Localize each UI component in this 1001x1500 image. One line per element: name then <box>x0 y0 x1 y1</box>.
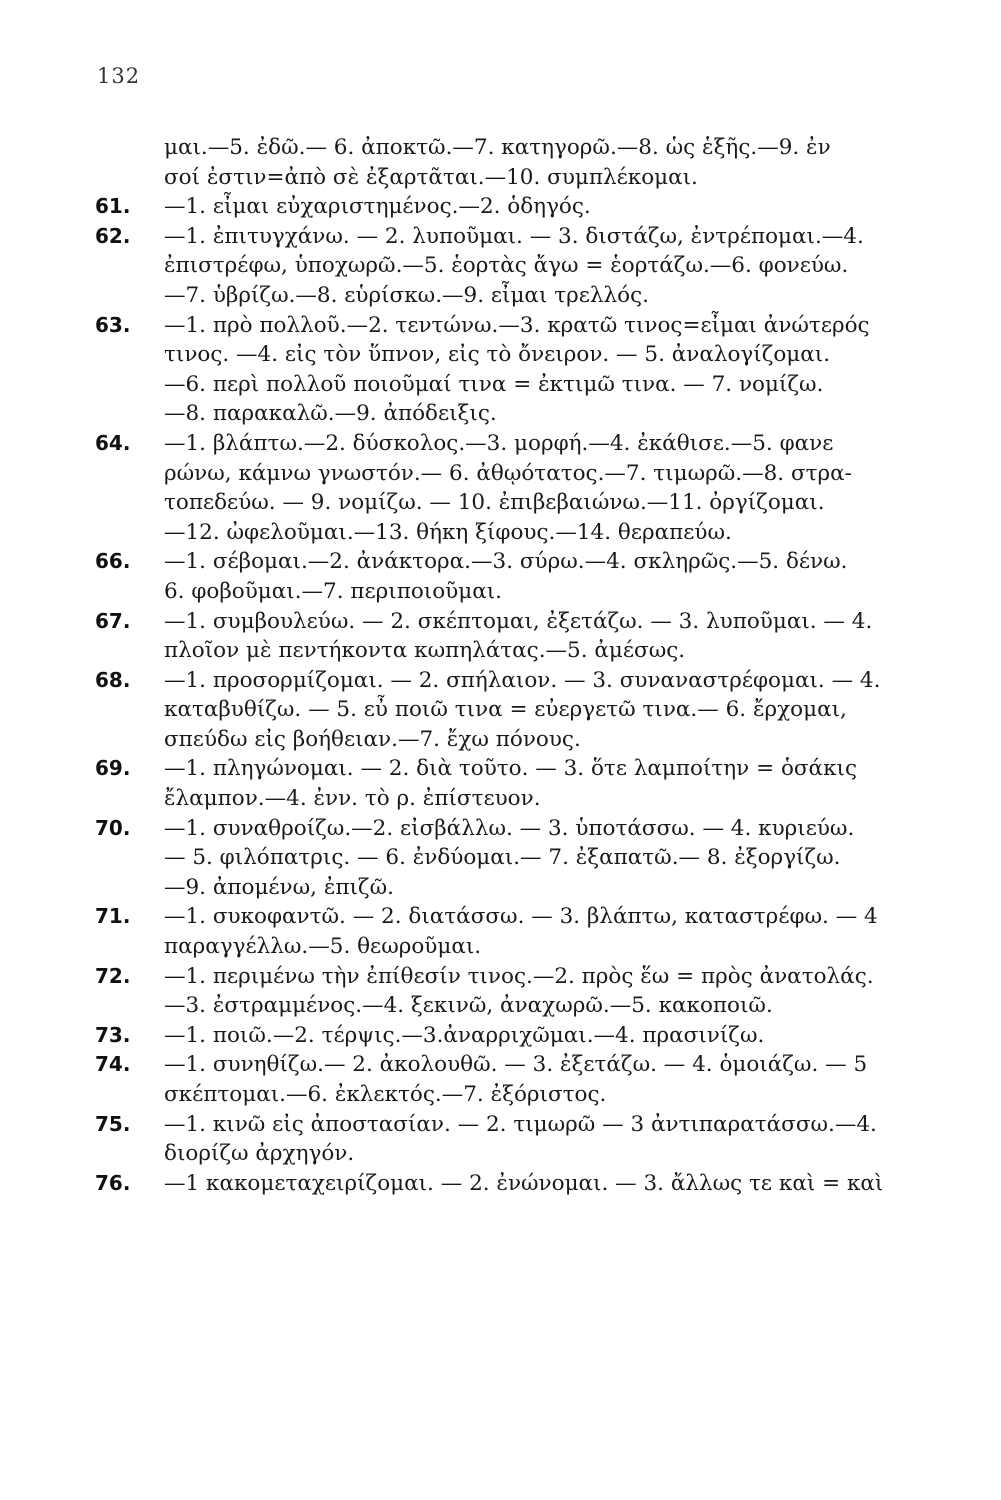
entry-number: 76. <box>95 1170 131 1195</box>
line-text: —1. συνηθίζω.— 2. ἀκολουθῶ. — 3. ἐξετάζω. — 4. ὁμοιάζω. — 5 <box>164 1052 868 1078</box>
continuation-line <box>95 843 935 873</box>
continuation-line <box>95 873 935 903</box>
continuation-line <box>95 399 935 429</box>
entry-number: 74. <box>95 1052 131 1077</box>
continuation-line <box>95 281 935 311</box>
entry-line <box>95 222 935 252</box>
line-text: —1. προσορμίζομαι. — 2. σπήλαιον. — 3. συναναστρέφομαι. — 4. <box>164 667 881 693</box>
entry-line <box>95 429 935 459</box>
entry-number: 72. <box>95 963 131 988</box>
line-text: —6. περὶ πολλοῦ ποιοῦμαί τινα = ἐκτιμῶ τινα. — 7. νομίζω. <box>164 371 824 397</box>
continuation-line <box>95 1080 935 1110</box>
entry-line <box>95 192 935 222</box>
page-number: 132 <box>97 64 141 88</box>
line-text: —8. παρακαλῶ.—9. ἀπόδειξις. <box>164 401 497 427</box>
line-text: ἐπιστρέφω, ὑποχωρῶ.—5. ἑορτὰς ἄγω = ἑορτάζω.—6. φονεύω. <box>164 253 849 279</box>
entry-number: 64. <box>95 430 131 455</box>
continuation-line <box>95 695 935 725</box>
line-text: σκέπτομαι.—6. ἐκλεκτός.—7. ἐξόριστος. <box>164 1082 607 1107</box>
line-text: —1. κινῶ εἰς ἀποστασίαν. — 2. τιμωρῶ — 3 ἀντιπαρατάσσω.—4. <box>164 1111 877 1137</box>
line-text: —1. συμβουλεύω. — 2. σκέπτομαι, ἐξετάζω. — 3. λυποῦμαι. — 4. <box>164 608 873 634</box>
entry-line <box>95 754 935 784</box>
line-text: —7. ὑβρίζω.—8. εὑρίσκω.—9. εἶμαι τρελλός. <box>164 282 649 308</box>
line-text: —12. ὠφελοῦμαι.—13. θήκη ξίφους.—14. θεραπεύω. <box>164 519 732 545</box>
line-text: ρώνω, κάμνω γνωστόν.— 6. ἀθῳότατος.—7. τιμωρῶ.—8. στρα- <box>164 460 852 486</box>
entry-line <box>95 311 935 341</box>
entry-number: 67. <box>95 608 131 633</box>
entry-number: 61. <box>95 194 131 219</box>
continuation-line <box>95 251 935 281</box>
entry-number: 68. <box>95 667 131 692</box>
entry-number: 73. <box>95 1022 131 1047</box>
entry-line <box>95 547 935 577</box>
line-text: μαι.—5. ἐδῶ.— 6. ἀποκτῶ.—7. κατηγορῶ.—8. ὡς ἑξῆς.—9. ἐν <box>164 135 831 160</box>
line-text: πλοῖον μὲ πεντήκοντα κωπηλάτας.—5. ἀμέσως. <box>164 638 686 664</box>
line-text: —1. περιμένω τὴν ἐπίθεσίν τινος.—2. πρὸς ἕω = πρὸς ἀνατολάς. <box>164 963 874 989</box>
line-text: —1. συκοφαντῶ. — 2. διατάσσω. — 3. βλάπτω, καταστρέφω. — 4 <box>164 904 878 930</box>
line-text: —3. ἐστραμμένος.—4. ξεκινῶ, ἀναχωρῶ.—5. κακοποιῶ. <box>164 993 773 1019</box>
continuation-line <box>95 784 935 814</box>
continuation-line <box>95 163 935 193</box>
entry-line <box>95 666 935 696</box>
entry-number: 63. <box>95 312 131 337</box>
entry-line <box>95 1050 935 1080</box>
entry-line <box>95 962 935 992</box>
continuation-line <box>95 370 935 400</box>
entry-line <box>95 1021 935 1051</box>
entry-line <box>95 902 935 932</box>
line-text: τινος. —4. εἰς τὸν ὕπνον, εἰς τὸ ὄνειρον. — 5. ἀναλογίζομαι. <box>164 342 831 368</box>
entry-number: 66. <box>95 549 131 574</box>
entry-number: 70. <box>95 815 131 840</box>
entry-number: 69. <box>95 756 131 781</box>
line-text: —1. πρὸ πολλοῦ.—2. τεντώνω.—3. κρατῶ τινος=εἶμαι ἀνώτερός <box>164 312 870 338</box>
entry-number: 75. <box>95 1111 131 1136</box>
line-text: —9. ἀπομένω, ἐπιζῶ. <box>164 874 394 900</box>
entry-line <box>95 607 935 637</box>
continuation-line <box>95 1139 935 1169</box>
continuation-line <box>95 459 935 489</box>
entry-number: 71. <box>95 904 131 929</box>
line-text: σπεύδω εἰς βοήθειαν.—7. ἔχω πόνους. <box>164 726 581 752</box>
entry-number: 62. <box>95 223 131 248</box>
line-text: —1 κακομεταχειρίζομαι. — 2. ἐνώνομαι. — 3. ἄλλως τε καὶ = καὶ <box>164 1170 884 1196</box>
continuation-line <box>95 340 935 370</box>
line-text: —1. εἶμαι εὐχαριστημένος.—2. ὁδηγός. <box>164 194 591 220</box>
entry-line <box>95 814 935 844</box>
entry-line <box>95 1169 935 1199</box>
continuation-line <box>95 725 935 755</box>
line-text: —1. συναθροίζω.—2. εἰσβάλλω. — 3. ὑποτάσσω. — 4. κυριεύω. <box>164 815 855 841</box>
line-text: —1. βλάπτω.—2. δύσκολος.—3. μορφή.—4. ἐκάθισε.—5. φανε <box>164 430 834 456</box>
continuation-line <box>95 488 935 518</box>
line-text: παραγγέλλω.—5. θεωροῦμαι. <box>164 934 482 960</box>
continuation-line <box>95 577 935 607</box>
entries-list <box>95 133 935 1198</box>
entry-line <box>95 1110 935 1140</box>
line-text: διορίζω ἀρχηγόν. <box>164 1141 355 1167</box>
line-text: —1. πληγώνομαι. — 2. διὰ τοῦτο. — 3. ὅτε λαμποίτην = ὁσάκις <box>164 756 857 782</box>
continuation-line <box>95 932 935 962</box>
line-text: τοπεδεύω. — 9. νομίζω. — 10. ἐπιβεβαιώνω.—11. ὀργίζομαι. <box>164 490 825 516</box>
continuation-line <box>95 991 935 1021</box>
continuation-line <box>95 133 935 163</box>
continuation-line <box>95 636 935 666</box>
continuation-line <box>95 518 935 548</box>
line-text: —1. ποιῶ.—2. τέρψις.—3.ἀναρριχῶμαι.—4. πρασινίζω. <box>164 1022 765 1048</box>
line-text: 6. φοβοῦμαι.—7. περιποιοῦμαι. <box>164 578 503 604</box>
line-text: ἔλαμπον.—4. ἐνν. τὸ ρ. ἐπίστευον. <box>164 786 541 812</box>
line-text: καταβυθίζω. — 5. εὖ ποιῶ τινα = εὐεργετῶ τινα.— 6. ἔρχομαι, <box>164 697 847 723</box>
line-text: — 5. φιλόπατρις. — 6. ἐνδύομαι.— 7. ἐξαπατῶ.— 8. ἐξοργίζω. <box>164 845 841 871</box>
line-text: —1. σέβομαι.—2. ἀνάκτορα.—3. σύρω.—4. σκληρῶς.—5. δένω. <box>164 549 848 575</box>
line-text: σοί ἐστιν=ἀπὸ σὲ ἐξαρτᾶται.—10. συμπλέκομαι. <box>164 164 698 190</box>
line-text: —1. ἐπιτυγχάνω. — 2. λυποῦμαι. — 3. διστάζω, ἐντρέπομαι.—4. <box>164 223 864 249</box>
